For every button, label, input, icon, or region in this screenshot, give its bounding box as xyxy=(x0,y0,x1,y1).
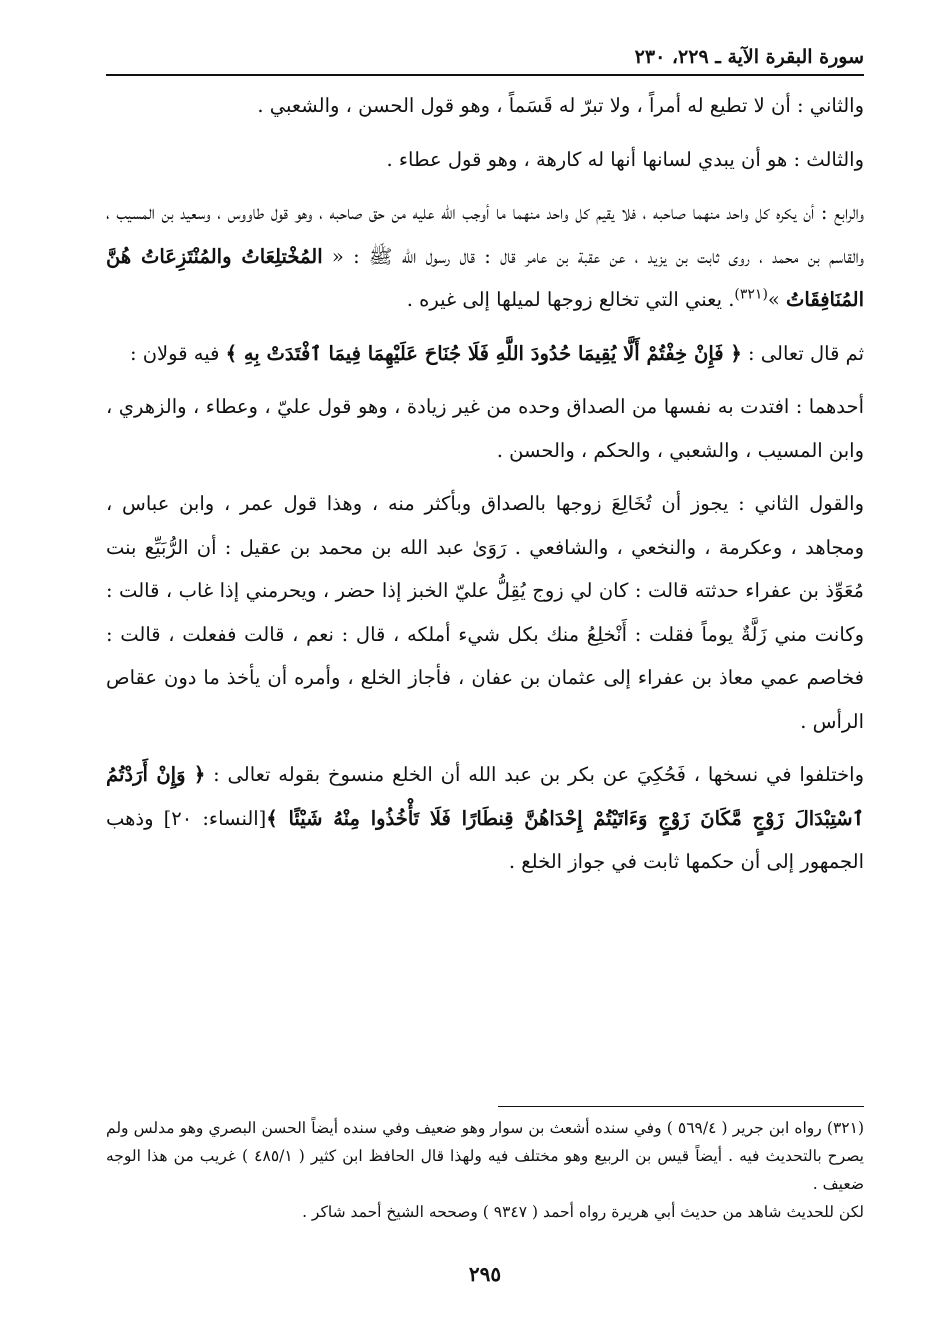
quote-close: » xyxy=(767,288,787,311)
paragraph-tail: فيه قولان : xyxy=(129,341,226,365)
paragraph-second-view xyxy=(106,84,864,128)
hadith-quote: المُخْتلِعَاتُ والمُنْتَزِعَاتُ هُنَّ المُنَافِقَاتُ xyxy=(106,244,864,311)
running-header: سورة البقرة الآية ـ ٢٢٩، ٢٣٠ xyxy=(634,46,864,68)
main-text xyxy=(106,84,864,894)
paragraph-text: والرابع : أن يكره كل واحد منهما صاحبه ، فلا يقيم كل واحد منهما ما أوجب الله عليه من حق صاحبه ، وهو قول طاووس ، وسعيد بن المسيب ، والقاسم بن محمد ، روى ثابت بن يزيد ، عن عقبة بن عامر قال : قال رسول الله ﷺ : « xyxy=(106,201,864,268)
quran-verse: ﴿ فَإِنْ خِفْتُمْ أَلَّا يُقِيمَا حُدُودَ اللَّهِ فَلَا جُنَاحَ عَلَيْهِمَا فِيمَا ٱفْتَدَتْ بِهِ ﴾ xyxy=(225,341,742,365)
page-number: ٢٩٥ xyxy=(468,1262,502,1286)
paragraph-first-opinion xyxy=(106,385,864,472)
footnote-reference: (٣٢١) xyxy=(734,286,768,303)
paragraph-third-view xyxy=(106,138,864,182)
quran-verse: ﴿ وَإِنْ أَرَدْتُمُ ٱسْتِبْدَالَ زَوْجٍ مَّكَانَ زَوْجٍ وَءَاتَيْتُمْ إِحْدَاهُنَّ قِنطَارًا فَلَا تَأْخُذُوا مِنْهُ شَيْئًا ﴾ xyxy=(106,763,864,830)
footnote-continuation: لكن للحديث شاهد من حديث أبي هريرة رواه أحمد ( ٩٣٤٧ ) وصححه الشيخ أحمد شاكر . xyxy=(302,1203,864,1221)
paragraph-text: أحدهما : افتدت به نفسها من الصداق وحده من غير زيادة ، وهو قول عليّ ، وعطاء ، والزهري ، وابن المسيب ، والشعبي ، والحكم ، والحسن . xyxy=(106,395,864,462)
paragraph-fourth-view xyxy=(106,191,864,322)
footnotes xyxy=(106,1114,864,1226)
paragraph-text: والثاني : أن لا تطيع له أمراً ، ولا تبرّ له قَسَماً ، وهو قول الحسن ، والشعبي . xyxy=(257,94,864,117)
paragraph-text: والقول الثاني : يجوز أن تُخَالِعَ زوجها بالصداق وبأكثر منه ، وهذا قول عمر ، وابن عباس ، ومجاهد ، وعكرمة ، والنخعي ، والشافعي . رَوَىٰ عبد الله بن محمد بن عقيل : أن الرُّبَيِّع بنت مُعَوِّذ بن عفراء حدثته قالت : كان لي زوج يُقِلُّ عليّ الخبز إذا حضر ، ويحرمني إذا غاب ، قالت : وكانت مني زَلَّةٌ يوماً فقلت : أَنْخلِعُ منك بكل شيء أملكه ، قال : نعم ، قالت ففعلت ، قالت : فخاصم عمي معاذ بن عفراء إلى عثمان بن عفان ، فأجاز الخلع ، وأمره أن يأخذ ما دون عقاص الرأس . xyxy=(106,492,864,733)
paragraph-text: ثم قال تعالى : xyxy=(741,341,864,365)
paragraph-text: والثالث : هو أن يبدي لسانها أنها له كارهة ، وهو قول عطاء . xyxy=(386,147,864,171)
paragraph-abrogation xyxy=(106,753,864,884)
paragraph-tail: [النساء: ٢٠] وذهب الجمهور إلى أن حكمها ثابت في جواز الخلع . xyxy=(106,806,864,873)
paragraph-text: واختلفوا في نسخها ، فَحُكِيَ عن بكر بن عبد الله أن الخلع منسوخ بقوله تعالى : xyxy=(205,763,864,786)
paragraph-tail: . يعني التي تخالع زوجها لميلها إلى غيره . xyxy=(406,288,735,311)
footnote-321: (٣٢١) رواه ابن جرير ( ٥٦٩/٤ ) وفي سنده أشعث بن سوار وهو ضعيف وفي سنده أيضاً الحسن البصري وهو مدلس ولم يصرح بالتحديث فيه . أيضاً قيس بن الربيع وهو مختلف فيه ولهذا قال الحافظ ابن كثير ( ٤٨٥/١ ) غريب من هذا الوجه ضعيف . xyxy=(106,1119,865,1193)
paragraph-verse-intro xyxy=(106,332,864,376)
footnote-rule xyxy=(498,1106,864,1107)
paragraph-second-opinion xyxy=(106,482,864,743)
header-rule xyxy=(106,74,864,76)
